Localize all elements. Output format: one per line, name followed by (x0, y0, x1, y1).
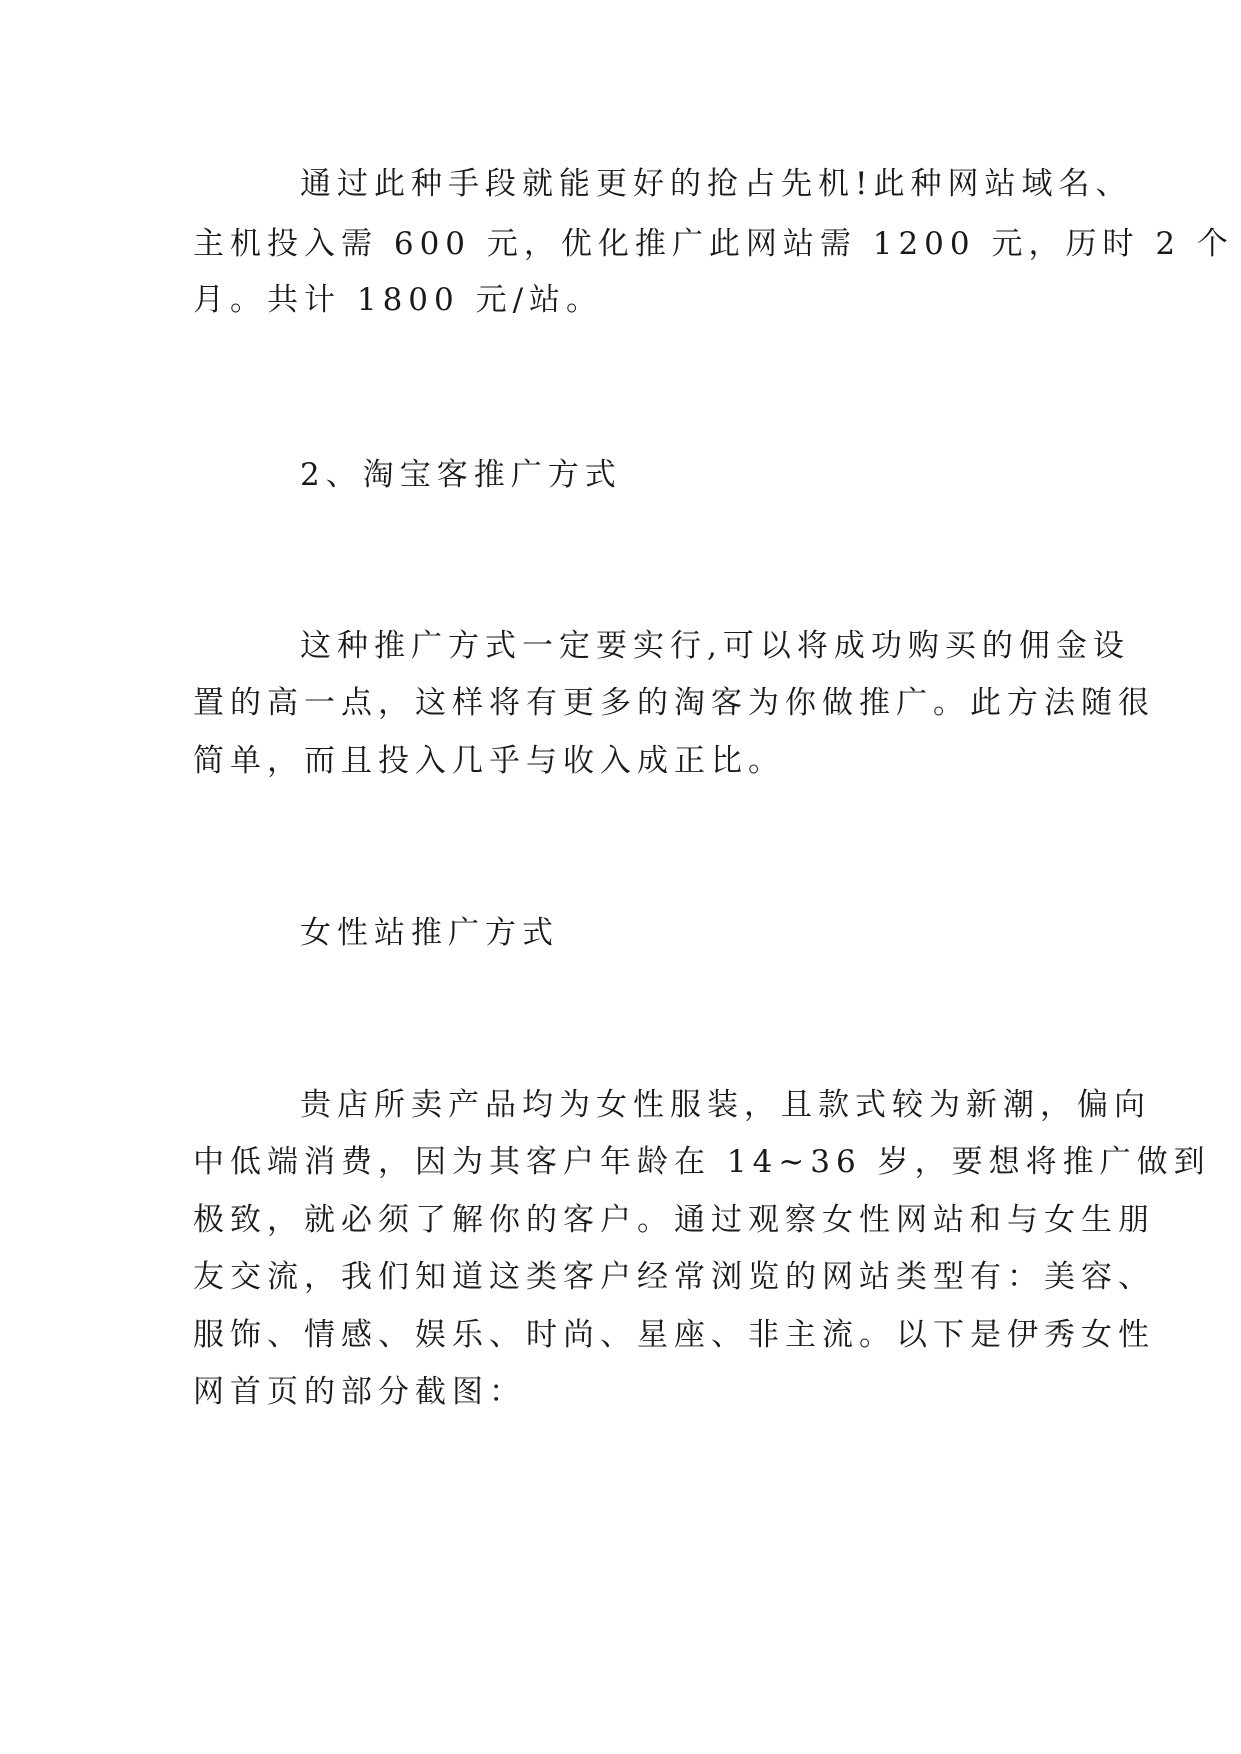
paragraph-3-line-5: 服饰、情感、娱乐、时尚、星座、非主流。以下是伊秀女性 (193, 1317, 1155, 1353)
paragraph-1-line-1: 通过此种手段就能更好的抢占先机!此种网站域名、 (300, 166, 1133, 202)
paragraph-1-line-2: 主机投入需 600 元，优化推广此网站需 1200 元，历时 2 个 (193, 226, 1234, 262)
paragraph-2-line-1: 这种推广方式一定要实行,可以将成功购买的佣金设 (300, 628, 1130, 664)
section-heading-taobaoke: 2、淘宝客推广方式 (300, 457, 622, 493)
paragraph-3-line-6: 网首页的部分截图： (193, 1374, 526, 1410)
paragraph-1-line-3: 月。共计 1800 元/站。 (193, 282, 604, 318)
paragraph-3-line-2: 中低端消费，因为其客户年龄在 14~36 岁，要想将推广做到 (193, 1144, 1211, 1180)
paragraph-2-line-3: 简单，而且投入几乎与收入成正比。 (193, 743, 785, 779)
section-heading-female-site: 女性站推广方式 (300, 915, 559, 951)
paragraph-3-line-4: 友交流，我们知道这类客户经常浏览的网站类型有：美容、 (193, 1259, 1155, 1295)
paragraph-2-line-2: 置的高一点，这样将有更多的淘客为你做推广。此方法随很 (193, 685, 1155, 721)
paragraph-3-line-1: 贵店所卖产品均为女性服装，且款式较为新潮，偏向 (300, 1087, 1151, 1123)
paragraph-3-line-3: 极致，就必须了解你的客户。通过观察女性网站和与女生朋 (193, 1202, 1155, 1238)
